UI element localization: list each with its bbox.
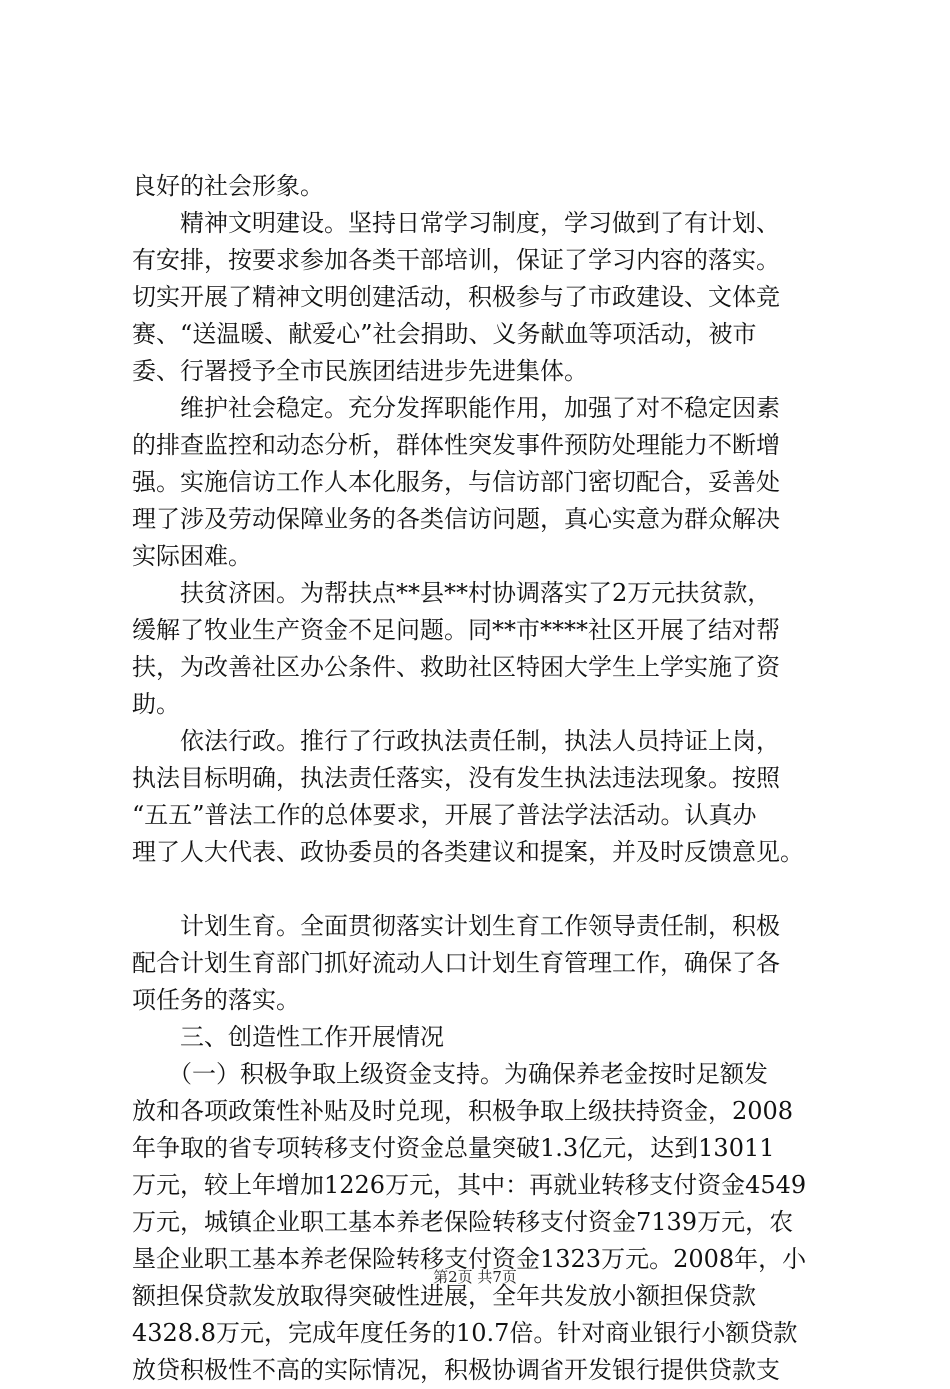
- text-line: 垦企业职工基本养老保险转移支付资金1323万元。2008年，小: [132, 1245, 807, 1273]
- text-line: 维护社会稳定。充分发挥职能作用，加强了对不稳定因素: [132, 394, 780, 422]
- text-line: 万元，城镇企业职工基本养老保险转移支付资金7139万元，农: [132, 1208, 794, 1236]
- text-line: 计划生育。全面贯彻落实计划生育工作领导责任制，积极: [132, 912, 780, 940]
- text-line: 扶，为改善社区办公条件、救助社区特困大学生上学实施了资: [132, 653, 780, 681]
- section-heading: 三、创造性工作开展情况: [132, 1023, 444, 1051]
- text-line: 放和各项政策性补贴及时兑现，积极争取上级扶持资金，2008: [132, 1097, 794, 1125]
- text-line: 额担保贷款发放取得突破性进展，全年共发放小额担保贷款: [132, 1282, 756, 1310]
- text-line: 项任务的落实。: [132, 986, 300, 1014]
- text-line: 依法行政。推行了行政执法责任制，执法人员持证上岗，: [132, 727, 780, 755]
- text-line: 执法目标明确，执法责任落实，没有发生执法违法现象。按照: [132, 764, 780, 792]
- text-line: 强。实施信访工作人本化服务，与信访部门密切配合，妥善处: [132, 468, 780, 496]
- text-line: “五五”普法工作的总体要求，开展了普法学法活动。认真办: [132, 801, 757, 829]
- text-line: 切实开展了精神文明创建活动，积极参与了市政建设、文体竞: [132, 283, 780, 311]
- text-line: 有安排，按要求参加各类干部培训，保证了学习内容的落实。: [132, 246, 780, 274]
- text-line: 精神文明建设。坚持日常学习制度，学习做到了有计划、: [132, 209, 780, 237]
- text-line: 委、行署授予全市民族团结进步先进集体。: [132, 357, 588, 385]
- text-line: 理了人大代表、政协委员的各类建议和提案，并及时反馈意见。: [132, 838, 804, 866]
- text-line: 实际困难。: [132, 542, 252, 570]
- text-line: 良好的社会形象。: [132, 172, 324, 200]
- text-line: 的排查监控和动态分析，群体性突发事件预防处理能力不断增: [132, 431, 780, 459]
- text-line: 万元，较上年增加1226万元，其中：再就业转移支付资金4549: [132, 1171, 807, 1199]
- text-line: 理了涉及劳动保障业务的各类信访问题，真心实意为群众解决: [132, 505, 780, 533]
- text-line: 扶贫济困。为帮扶点**县**村协调落实了2万元扶贫款，: [132, 579, 772, 607]
- page-number-footer: 第2页 共7页: [433, 1268, 517, 1286]
- text-line: 放贷积极性不高的实际情况，积极协调省开发银行提供贷款支: [132, 1356, 780, 1384]
- text-line: （一）积极争取上级资金支持。为确保养老金按时足额发: [132, 1060, 768, 1088]
- text-line: 4328.8万元，完成年度任务的10.7倍。针对商业银行小额贷款: [132, 1319, 798, 1347]
- text-line: 赛、“送温暖、献爱心”社会捐助、义务献血等项活动，被市: [132, 320, 757, 348]
- paragraph-gap: [132, 871, 832, 908]
- text-line: 年争取的省专项转移支付资金总量突破1.3亿元，达到13011: [132, 1134, 775, 1162]
- text-line: 缓解了牧业生产资金不足问题。同**市****社区开展了结对帮: [132, 616, 780, 644]
- text-line: 助。: [132, 690, 180, 718]
- text-line: 配合计划生育部门抓好流动人口计划生育管理工作，确保了各: [132, 949, 780, 977]
- document-body: [132, 168, 832, 1389]
